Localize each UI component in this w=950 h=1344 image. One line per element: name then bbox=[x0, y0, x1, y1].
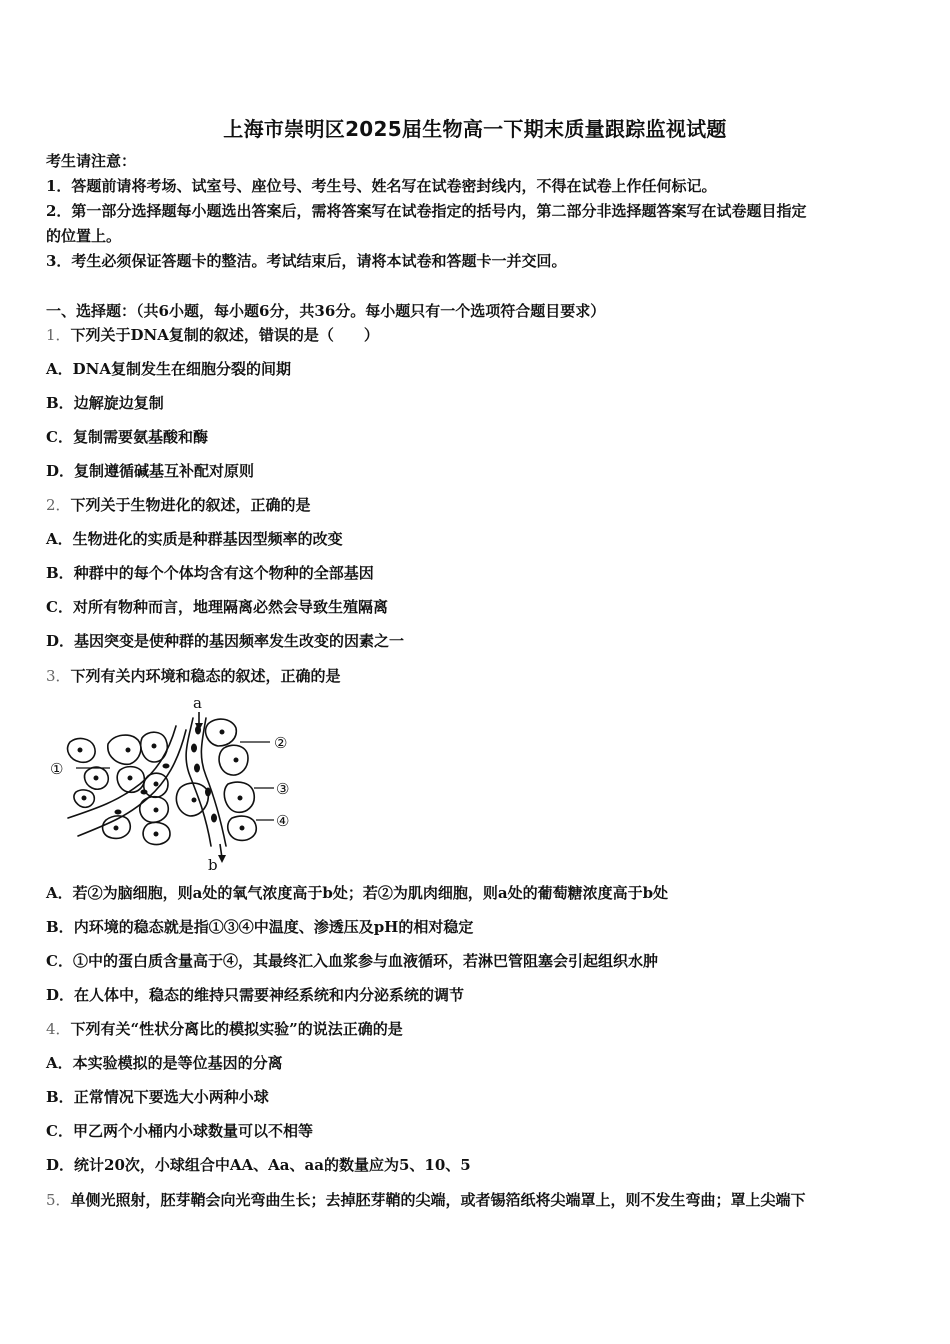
question-stem: 下列有关“性状分离比的模拟实验”的说法正确的是 bbox=[70, 1020, 403, 1038]
option-text: 内环境的稳态就是指①③④中温度、渗透压及pH的相对稳定 bbox=[73, 918, 474, 936]
option-letter: D． bbox=[46, 986, 75, 1004]
cell-nucleus bbox=[126, 748, 131, 753]
lymph-cell bbox=[163, 764, 170, 769]
capillary-wall-right bbox=[201, 718, 226, 846]
question-stem: 下列有关内环境和稳态的叙述，正确的是 bbox=[70, 667, 341, 685]
option-1d bbox=[46, 459, 906, 483]
label-a: a bbox=[193, 696, 202, 712]
cell-nucleus bbox=[82, 796, 87, 801]
option-text: 生物进化的实质是种群基因型频率的改变 bbox=[72, 530, 343, 548]
cell-nucleus bbox=[114, 826, 119, 831]
option-3c bbox=[46, 949, 906, 973]
option-2a bbox=[46, 527, 906, 551]
option-text: 复制遵循碱基互补配对原则 bbox=[74, 462, 255, 480]
option-text: 正常情况下要选大小两种小球 bbox=[73, 1088, 269, 1106]
notice-heading: 考生请注意： bbox=[46, 152, 137, 170]
lymph-cell bbox=[141, 790, 148, 795]
option-text: 甲乙两个小桶内小球数量可以不相等 bbox=[72, 1122, 313, 1140]
option-letter: C． bbox=[46, 428, 73, 446]
option-letter: A． bbox=[46, 1054, 73, 1072]
cell-nucleus bbox=[234, 758, 239, 763]
option-3a bbox=[46, 881, 906, 905]
question-number: 1． bbox=[46, 326, 71, 344]
cell-nucleus bbox=[192, 798, 197, 803]
notice-item-1: 1．答题前请将考场、试室号、座位号、考生号、姓名写在试卷密封线内，不得在试卷上作任何标记。 bbox=[46, 177, 717, 195]
lymph-wall-top bbox=[68, 726, 176, 818]
notice-item-2: 2．第一部分选择题每小题选出答案后，需将答案写在试卷指定的括号内，第二部分非选择题答案写在试卷题目指定 bbox=[46, 202, 807, 220]
option-letter: D． bbox=[46, 1156, 75, 1174]
option-letter: C． bbox=[46, 1122, 73, 1140]
notice-item-2-cont: 的位置上。 bbox=[46, 227, 122, 245]
label-4: ④ bbox=[276, 812, 290, 830]
question-5 bbox=[46, 1188, 906, 1212]
option-text: 种群中的每个个体均含有这个物种的全部基因 bbox=[73, 564, 374, 582]
tissue-cell bbox=[108, 735, 141, 764]
tissue-fluid-diagram bbox=[48, 696, 308, 874]
option-text: 复制需要氨基酸和酶 bbox=[72, 428, 208, 446]
page-title: 上海市崇明区2025届生物高一下期末质量跟踪监视试题 bbox=[223, 117, 727, 141]
label-3: ③ bbox=[276, 780, 290, 798]
question-stem: 下列关于DNA复制的叙述，错误的是（ ） bbox=[70, 326, 379, 344]
blood-cell bbox=[211, 814, 217, 823]
option-text: 边解旋边复制 bbox=[73, 394, 164, 412]
question-stem: 单侧光照射，胚芽鞘会向光弯曲生长；去掉胚芽鞘的尖端，或者锡箔纸将尖端罩上，则不发生弯曲；罩上尖端下 bbox=[70, 1191, 806, 1209]
arrow-b-head bbox=[218, 855, 226, 863]
option-4d bbox=[46, 1153, 906, 1177]
option-text: 本实验模拟的是等位基因的分离 bbox=[72, 1054, 283, 1072]
option-letter: B． bbox=[46, 394, 74, 412]
question-1 bbox=[46, 323, 906, 347]
option-letter: A． bbox=[46, 884, 73, 902]
option-4c bbox=[46, 1119, 906, 1143]
question-number: 5． bbox=[46, 1191, 71, 1209]
option-1b bbox=[46, 391, 906, 415]
option-4a bbox=[46, 1051, 906, 1075]
cell-nucleus bbox=[154, 832, 159, 837]
label-b: b bbox=[208, 856, 218, 874]
option-letter: C． bbox=[46, 952, 73, 970]
option-text: 基因突变是使种群的基因频率发生改变的因素之一 bbox=[74, 632, 405, 650]
option-letter: B． bbox=[46, 564, 74, 582]
label-2: ② bbox=[274, 734, 288, 752]
option-3b bbox=[46, 915, 906, 939]
question-3 bbox=[46, 664, 906, 688]
question-stem: 下列关于生物进化的叙述，正确的是 bbox=[70, 496, 311, 514]
blood-cell bbox=[194, 764, 200, 773]
question-2 bbox=[46, 493, 906, 517]
option-2b bbox=[46, 561, 906, 585]
option-letter: A． bbox=[46, 530, 73, 548]
label-1: ① bbox=[50, 760, 64, 778]
cell-nucleus bbox=[78, 748, 83, 753]
option-letter: A． bbox=[46, 360, 73, 378]
question-number: 4． bbox=[46, 1020, 71, 1038]
cell-nucleus bbox=[240, 826, 245, 831]
option-letter: C． bbox=[46, 598, 73, 616]
cell-nucleus bbox=[152, 744, 157, 749]
option-letter: D． bbox=[46, 632, 75, 650]
option-1a bbox=[46, 357, 906, 381]
option-text: 统计20次，小球组合中AA、Aa、aa的数量应为5、10、5 bbox=[74, 1156, 471, 1174]
option-2d bbox=[46, 629, 906, 653]
option-text: 若②为脑细胞，则a处的氧气浓度高于b处；若②为肌肉细胞，则a处的葡萄糖浓度高于b处 bbox=[72, 884, 669, 902]
option-letter: B． bbox=[46, 1088, 74, 1106]
cell-nucleus bbox=[154, 782, 159, 787]
option-text: 在人体中，稳态的维持只需要神经系统和内分泌系统的调节 bbox=[74, 986, 465, 1004]
section-heading: 一、选择题：（共6小题，每小题6分，共36分。每小题只有一个选项符合题目要求） bbox=[46, 302, 606, 320]
cell-nucleus bbox=[128, 776, 133, 781]
option-3d bbox=[46, 983, 906, 1007]
notice-item-3: 3．考生必须保证答题卡的整洁。考试结束后，请将本试卷和答题卡一并交回。 bbox=[46, 252, 567, 270]
lymph-cell bbox=[115, 810, 122, 815]
cell-nucleus bbox=[220, 730, 225, 735]
cell-nucleus bbox=[154, 808, 159, 813]
question-4 bbox=[46, 1017, 906, 1041]
blood-cell bbox=[191, 744, 197, 753]
option-text: 对所有物种而言，地理隔离必然会导致生殖隔离 bbox=[72, 598, 388, 616]
option-text: ①中的蛋白质含量高于④，其最终汇入血浆参与血液循环，若淋巴管阻塞会引起组织水肿 bbox=[72, 952, 658, 970]
option-1c bbox=[46, 425, 906, 449]
cell-nucleus bbox=[238, 796, 243, 801]
question-number: 3． bbox=[46, 667, 71, 685]
option-letter: D． bbox=[46, 462, 75, 480]
blood-cell bbox=[205, 788, 211, 797]
option-text: DNA复制发生在细胞分裂的间期 bbox=[72, 360, 291, 378]
question-number: 2． bbox=[46, 496, 71, 514]
cell-nucleus bbox=[94, 776, 99, 781]
option-2c bbox=[46, 595, 906, 619]
option-letter: B． bbox=[46, 918, 74, 936]
option-4b bbox=[46, 1085, 906, 1109]
